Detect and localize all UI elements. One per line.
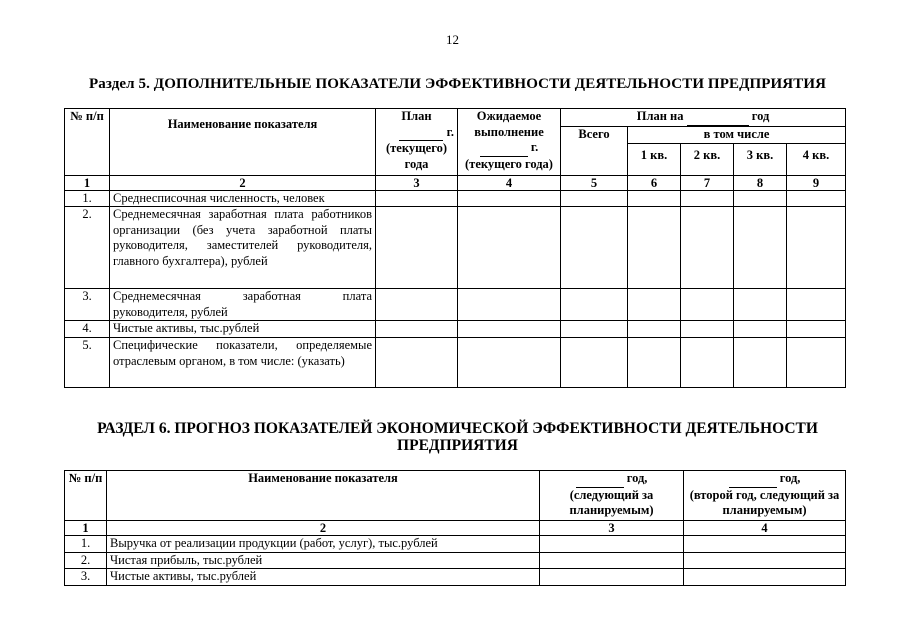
header-next-year (540, 471, 684, 521)
column-number: 3 (540, 521, 684, 536)
column-number: 4 (458, 175, 561, 190)
header-q4: 4 кв. (787, 143, 846, 175)
row-name: Среднесписочная численность, человек (110, 190, 376, 207)
header-next-year-rest: (следующий за планируемым) (569, 487, 654, 517)
header-plan-on (561, 109, 846, 127)
column-number: 3 (376, 175, 458, 190)
column-number: 1 (65, 175, 110, 190)
header-name: Наименование показателя (107, 471, 540, 521)
table-row (65, 321, 846, 338)
header-plan-current (376, 109, 458, 176)
row-name: Специфические показатели, определяемые отраслевым органом, в том числе: (указать) (110, 338, 376, 388)
header-next-year-line1 (543, 471, 680, 488)
header-no: № п/п (65, 109, 110, 176)
table-row (65, 569, 846, 586)
section6-table (64, 470, 846, 586)
page-number: 12 (446, 32, 459, 47)
row-number: 3. (65, 569, 107, 586)
row-number: 2. (65, 552, 107, 569)
column-numbers-row (65, 521, 846, 536)
table-row (65, 536, 846, 553)
header-no: № п/п (65, 471, 107, 521)
column-number: 4 (684, 521, 846, 536)
header-plan-line3: (текущего) года (385, 141, 447, 171)
row-number: 5. (65, 338, 110, 388)
header-expected-line1: Ожидаемое выполнение (474, 109, 544, 139)
column-number: 1 (65, 521, 107, 536)
header-second-year-label: год, (779, 471, 801, 485)
row-name: Среднемесячная заработная плата работников организации (без учета заработной платы руководителя, заместителей руководителя, главного бухгалтера), рублей (110, 207, 376, 289)
column-number: 2 (107, 521, 540, 536)
header-second-year-line1 (687, 471, 842, 488)
column-number: 9 (787, 175, 846, 190)
column-number: 8 (734, 175, 787, 190)
row-name: Среднемесячная заработная плата руководителя, рублей (110, 289, 376, 321)
row-name: Чистые активы, тыс.рублей (110, 321, 376, 338)
header-expected-year-suffix: г. (530, 140, 539, 154)
column-number: 5 (561, 175, 628, 190)
header-expected-line2 (461, 140, 557, 157)
header-plan-year-suffix: г. (446, 124, 454, 139)
column-number: 6 (628, 175, 681, 190)
row-name: Чистая прибыль, тыс.рублей (107, 552, 540, 569)
header-q3: 3 кв. (734, 143, 787, 175)
header-second-year (684, 471, 846, 521)
section6-title: РАЗДЕЛ 6. ПРОГНОЗ ПОКАЗАТЕЛЕЙ ЭКОНОМИЧЕСКОЙ ЭФФЕКТИВНОСТИ ДЕЯТЕЛЬНОСТИ ПРЕДПРИЯТИЯ (97, 420, 818, 454)
row-number: 3. (65, 289, 110, 321)
row-number: 2. (65, 207, 110, 289)
column-number: 2 (110, 175, 376, 190)
header-plan-on-label: План на (636, 109, 684, 123)
header-plan-line2 (379, 125, 454, 142)
header-expected (458, 109, 561, 176)
header-second-year-rest: (второй год, следующий за планируемым) (689, 487, 840, 517)
table-row (65, 207, 846, 289)
header-expected-line3: (текущего года) (465, 156, 553, 171)
header-q2: 2 кв. (681, 143, 734, 175)
table-row (65, 190, 846, 207)
header-total: Всего (561, 126, 628, 175)
column-number: 7 (681, 175, 734, 190)
table-row (65, 552, 846, 569)
column-numbers-row (65, 175, 846, 190)
section5-table (64, 108, 846, 388)
row-number: 4. (65, 321, 110, 338)
header-plan-on-year: год (751, 109, 770, 123)
row-number: 1. (65, 190, 110, 207)
row-name: Выручка от реализации продукции (работ, услуг), тыс.рублей (107, 536, 540, 553)
section5-title: Раздел 5. ДОПОЛНИТЕЛЬНЫЕ ПОКАЗАТЕЛИ ЭФФЕКТИВНОСТИ ДЕЯТЕЛЬНОСТИ ПРЕДПРИЯТИЯ (88, 76, 827, 92)
header-next-year-label: год, (626, 471, 648, 485)
row-number: 1. (65, 536, 107, 553)
header-plan-line1: План (401, 109, 432, 123)
header-name: Наименование показателя (110, 109, 376, 176)
header-including: в том числе (628, 126, 846, 143)
header-q1: 1 кв. (628, 143, 681, 175)
row-name: Чистые активы, тыс.рублей (107, 569, 540, 586)
table-row (65, 338, 846, 388)
table-row (65, 289, 846, 321)
